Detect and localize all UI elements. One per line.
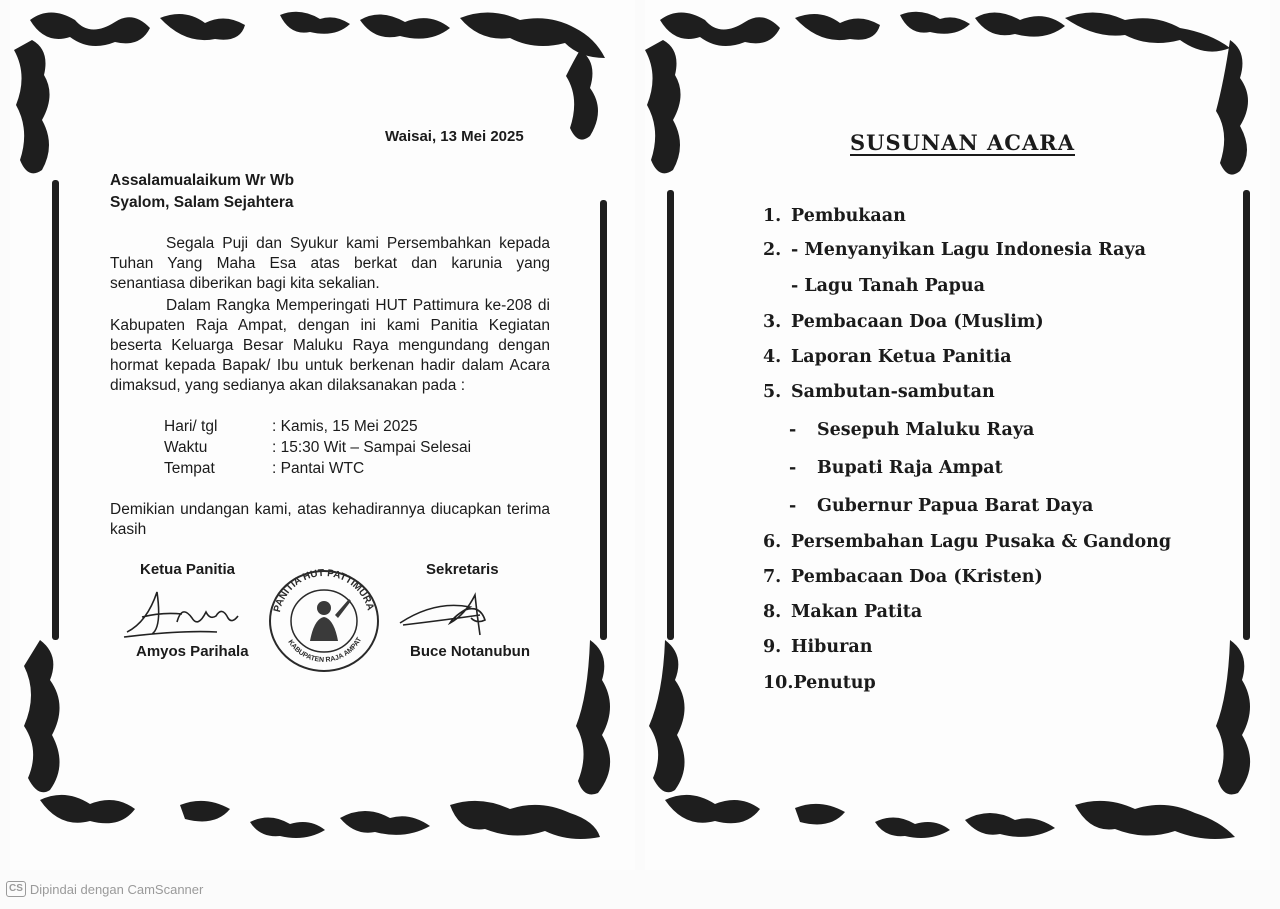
detail-value: : 15:30 Wit – Sampai Selesai	[272, 439, 472, 456]
detail-value: : Kamis, 15 Mei 2025	[272, 418, 418, 435]
signatory-left-title: Ketua Panitia	[140, 561, 236, 578]
stamp-text-bottom: KABUPATEN RAJA AMPAT	[286, 636, 364, 664]
detail-row-place	[164, 458, 471, 479]
agenda-item	[763, 240, 1146, 260]
agenda-item-text: Pembacaan Doa (Kristen)	[791, 567, 1043, 587]
agenda-item	[791, 276, 985, 296]
agenda-item	[763, 312, 1044, 332]
agenda-item-text: Penutup	[793, 673, 876, 693]
letter-paragraph-1: Segala Puji dan Syukur kami Persembahkan kepada Tuhan Yang Maha Esa atas berkat dan karunia yang senantiasa diberikan bagi kita sekalian.	[110, 235, 550, 292]
agenda-item-number: 7.	[763, 567, 782, 587]
stamp-text-top: PANITIA HUT PATTIMURA	[271, 567, 376, 614]
agenda-item-text: Persembahan Lagu Pusaka & Gandong	[791, 532, 1172, 552]
agenda-item	[763, 206, 906, 226]
agenda-subitem	[789, 496, 1093, 516]
agenda-item-text: Pembacaan Doa (Muslim)	[791, 312, 1044, 332]
agenda-item-text: Pembukaan	[791, 206, 906, 226]
agenda-item-number: 3.	[763, 312, 782, 332]
agenda-item-number: 8.	[763, 602, 782, 622]
letter-date: Waisai, 13 Mei 2025	[385, 128, 524, 145]
event-details	[164, 416, 471, 479]
detail-value: : Pantai WTC	[272, 460, 365, 477]
detail-label: Tempat	[164, 460, 215, 477]
detail-label: Hari/ tgl	[164, 418, 218, 435]
signatory-right-title: Sekretaris	[426, 561, 499, 578]
detail-row-date	[164, 416, 471, 437]
signature-left	[122, 582, 252, 642]
agenda-item-text: Laporan Ketua Panitia	[791, 347, 1012, 367]
agenda-item	[763, 382, 995, 402]
detail-label: Waktu	[164, 439, 208, 456]
agenda-item	[763, 637, 872, 657]
agenda-item-number: 4.	[763, 347, 782, 367]
signatory-left-name: Amyos Parihala	[136, 643, 249, 660]
camscanner-logo-icon: CS	[6, 881, 26, 897]
letter-paragraph-2: Dalam Rangka Memperingati HUT Pattimura ke-208 di Kabupaten Raja Ampat, dengan ini kami Panitia Kegiatan beserta Keluarga Besar Maluku Raya mengundang dengan hormat kepada Bapak/ Ibu untuk berkenan hadir dalam Acara dimaksud, yang sedianya akan dilaksanakan pada :	[110, 297, 550, 394]
agenda-item-number: 10.	[763, 673, 794, 693]
agenda-item	[763, 347, 1012, 367]
letter-closing: Demikian undangan kami, atas kehadirannya diucapkan terima kasih	[110, 501, 550, 538]
agenda-subitem-dash: -	[789, 420, 797, 440]
agenda-item-text: Sambutan-sambutan	[791, 382, 995, 402]
watermark-text: Dipindai dengan CamScanner	[29, 881, 204, 897]
agenda-item	[763, 567, 1043, 587]
agenda-subitem-dash: -	[789, 496, 797, 516]
letter-greeting	[110, 170, 294, 214]
camscanner-watermark	[6, 881, 203, 897]
agenda-item-text: Hiburan	[791, 637, 873, 657]
agenda-item-text: Sesepuh Maluku Raya	[817, 420, 1035, 440]
greeting-line-1: Assalamualaikum Wr Wb	[110, 172, 295, 189]
agenda-title: SUSUNAN ACARA	[850, 130, 1075, 155]
signatory-right-name: Buce Notanubun	[410, 643, 530, 660]
agenda-subitem	[789, 458, 1003, 478]
agenda-item	[763, 532, 1171, 552]
agenda-item-number: 2.	[763, 240, 782, 260]
agenda-subitem	[789, 420, 1034, 440]
invitation-letter-page	[10, 0, 635, 870]
agenda-item-text: - Menyanyikan Lagu Indonesia Raya	[791, 240, 1147, 260]
agenda-item-text: Gubernur Papua Barat Daya	[817, 496, 1094, 516]
agenda-item-number: 1.	[763, 206, 782, 226]
agenda-item-number: 6.	[763, 532, 782, 552]
greeting-line-2: Syalom, Salam Sejahtera	[110, 194, 294, 211]
agenda-subitem-dash: -	[789, 458, 797, 478]
agenda-item-text: Makan Patita	[791, 602, 923, 622]
agenda-item	[763, 673, 876, 693]
agenda-item-text: - Lagu Tanah Papua	[791, 276, 985, 296]
agenda-item	[763, 602, 922, 622]
signature-right	[395, 585, 515, 640]
committee-stamp	[265, 563, 383, 673]
agenda-item-text: Bupati Raja Ampat	[817, 458, 1003, 478]
agenda-item-number: 5.	[763, 382, 782, 402]
detail-row-time	[164, 437, 471, 458]
agenda-item-number: 9.	[763, 637, 782, 657]
agenda-page	[645, 0, 1270, 870]
